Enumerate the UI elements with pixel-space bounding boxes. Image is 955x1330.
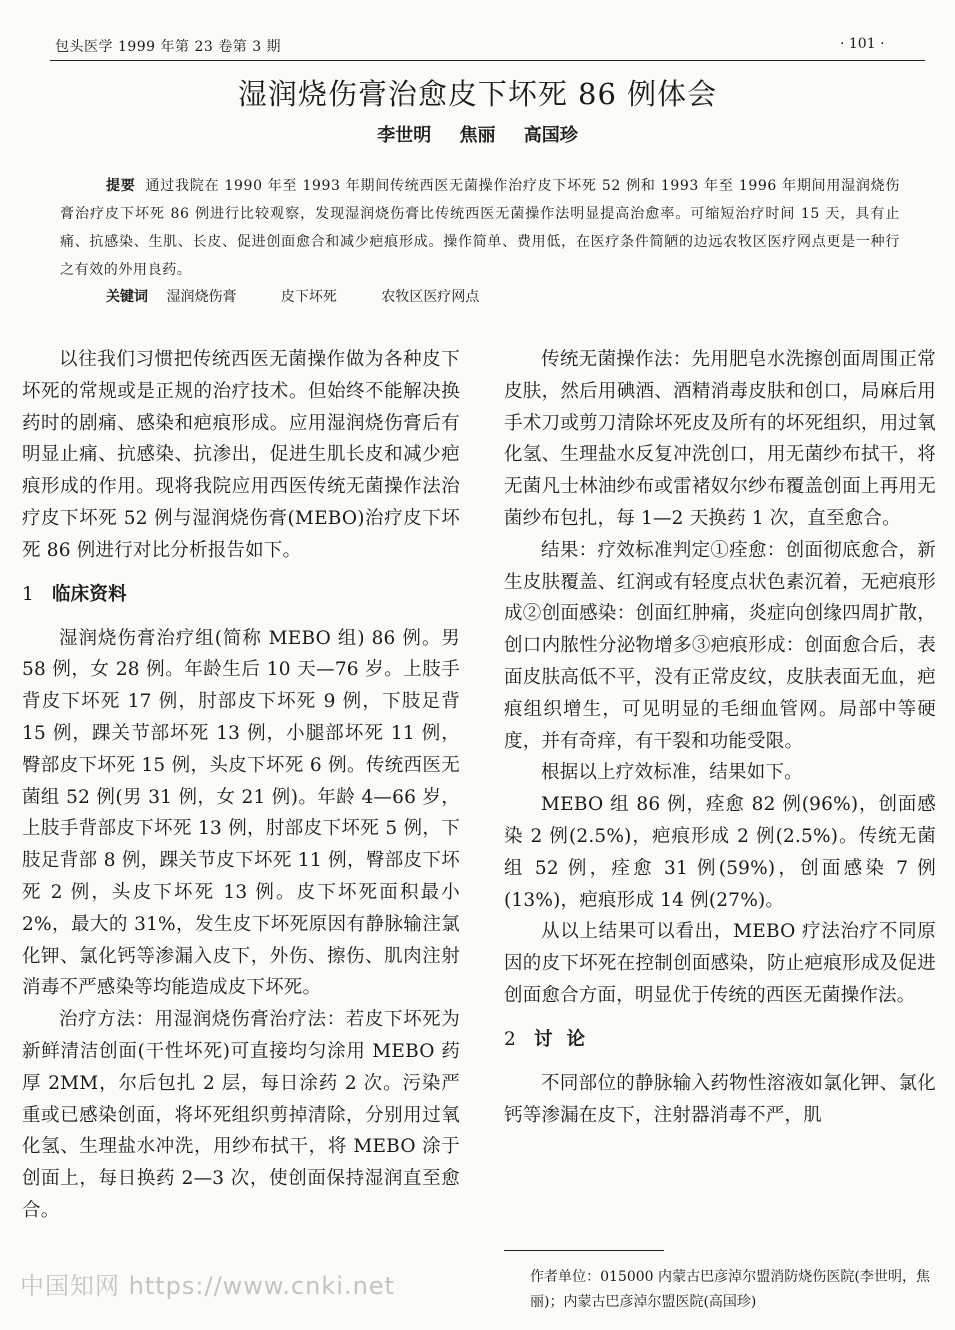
traditional-method-paragraph: 传统无菌操作法：先用肥皂水洗擦创面周围正常皮肤，然后用碘酒、酒精消毒皮肤和创口，局麻后用手术刀或剪刀清除坏死皮及所有的坏死组织，用过氧化氢、生理盐水反复冲洗创口，用无菌纱布拭干，将无菌凡士林油纱布或雷褚奴尔纱布覆盖创面上再用无菌纱布包扎，每 1—2 天换药 1 次，直至愈合。 <box>504 349 936 529</box>
author-affiliation: 作者单位：015000 内蒙古巴彦淖尔盟消防烧伤医院(李世明，焦丽)；内蒙古巴彦淖尔盟医院(高国珍) <box>530 1269 930 1310</box>
results-paragraph: 结果：疗效标准判定①痊愈：创面彻底愈合，新生皮肤覆盖、红润或有轻度点状色素沉着，无疤痕形成②创面感染：创面红肿痛，炎症向创缘四周扩散，创口内脓性分泌物增多③疤痕形成：创面愈合后，表面皮肤高低不平，没有正常皮纹，皮肤表面无血，疤痕组织增生，可见明显的毛细血管网。局部中等硬度，并有奇痒，有干裂和功能受限。 <box>504 539 936 752</box>
according-paragraph: 根据以上疗效标准，结果如下。 <box>541 762 803 784</box>
authors: 李世明 焦丽 高国珍 <box>377 125 578 146</box>
page-number: · 101 · <box>840 36 885 52</box>
keyword: 皮下坏死 <box>280 289 337 305</box>
cnki-watermark: 中国知网 https://www.cnki.net <box>20 1272 395 1300</box>
intro-paragraph: 以往我们习惯把传统西医无菌操作做为各种皮下坏死的常规或是正规的治疗技术。但始终不能解决换药时的剧痛、感染和疤痕形成。应用湿润烧伤膏后有明显止痛、抗感染、抗渗出，促进生肌长皮和减少疤痕形成的作用。现将我院应用西医传统无菌操作法治疗皮下坏死 52 例与湿润烧伤膏(MEBO)治疗皮下坏死 86 例进行对比分析报告如下。 <box>22 349 460 561</box>
keywords-label: 关键词 <box>106 289 148 305</box>
section-title: 临床资料 <box>51 583 127 605</box>
treatment-paragraph: 治疗方法：用湿润烧伤膏治疗法：若皮下坏死为新鲜清洁创面(干性坏死)可直接均匀涂用 MEBO 药厚 2MM，尔后包扎 2 层，每日涂药 2 次。污染严重或已感染创面，将坏死组织剪掉清除，分别用过氧化氢、生理盐水冲洗，用纱布拭干，将 MEBO 涂于创面上，每日换药 2—3 次，使创面保持湿润直至愈合。 <box>22 1009 460 1221</box>
section-heading <box>22 579 460 611</box>
stats-paragraph: MEBO 组 86 例，痊愈 82 例(96%)，创面感染 2 例(2.5%)，疤痕形成 2 例(2.5%)。传统无菌组 52 例，痊愈 31 例(59%)，创面感染 7 例(13%)，疤痕形成 14 例(27%)。 <box>504 794 936 911</box>
abstract-label: 提要 <box>106 178 136 194</box>
article-title: 湿润烧伤膏治愈皮下坏死 86 例体会 <box>237 77 718 111</box>
keyword: 农牧区医疗网点 <box>381 289 480 305</box>
keyword: 湿润烧伤膏 <box>166 289 237 305</box>
right-column <box>504 344 936 1131</box>
footnote-rule <box>504 1250 664 1251</box>
conclusion-paragraph: 从以上结果可以看出，MEBO 疗法治疗不同原因的皮下坏死在控制创面感染，防止疤痕形成及促进创面愈合方面，明显优于传统的西医无菌操作法。 <box>504 921 936 1006</box>
abstract-text: 通过我院在 1990 年至 1993 年期间传统西医无菌操作治疗皮下坏死 52 例和 1993 年至 1996 年期间用湿润烧伤膏治疗皮下坏死 86 例进行比较观察，发现湿润烧伤膏比传统西医无菌操作法明显提高治愈率。可缩短治疗时间 15 天，具有止痛、抗感染、生肌、长皮、促进创面愈合和减少疤痕形成。操作简单、费用低，在医疗条件简陋的边远农牧区医疗网点更是一种行之有效的外用良药。 <box>60 178 901 278</box>
clinical-paragraph: 湿润烧伤膏治疗组(简称 MEBO 组) 86 例。男 58 例，女 28 例。年龄生后 10 天—76 岁。上肢手背皮下坏死 17 例，肘部皮下坏死 9 例，下肢足背 15 例，踝关节部坏死 13 例，小腿部坏死 11 例，臀部皮下坏死 15 例，头皮下坏死 6 例。传统西医无菌组 52 例(男 31 例，女 21 例)。年龄 4—66 岁，上肢手背部皮下坏死 13 例，肘部皮下坏死 5 例，下肢足背部 8 例，踝关节皮下坏死 11 例，臀部皮下坏死 2 例，头皮下坏死 13 例。皮下坏死面积最小 2%，最大的 31%，发生皮下坏死原因有静脉输注氯化钾、氯化钙等渗漏入皮下，外伤、擦伤、肌肉注射消毒不严感染等均能造成皮下坏死。 <box>22 627 460 999</box>
discussion-paragraph: 不同部位的静脉输入药物性溶液如氯化钾、氯化钙等渗漏在皮下，注射器消毒不严，肌 <box>504 1072 936 1126</box>
section-title: 讨论 <box>533 1028 599 1050</box>
section-number: 1 <box>22 583 34 605</box>
header-rule <box>50 60 925 61</box>
keywords <box>106 286 519 306</box>
abstract <box>60 172 900 284</box>
section-number: 2 <box>504 1028 516 1050</box>
section-heading <box>504 1024 936 1056</box>
journal-header: 包头医学 1999 年第 23 卷第 3 期 <box>55 39 282 55</box>
left-column <box>22 344 460 1227</box>
